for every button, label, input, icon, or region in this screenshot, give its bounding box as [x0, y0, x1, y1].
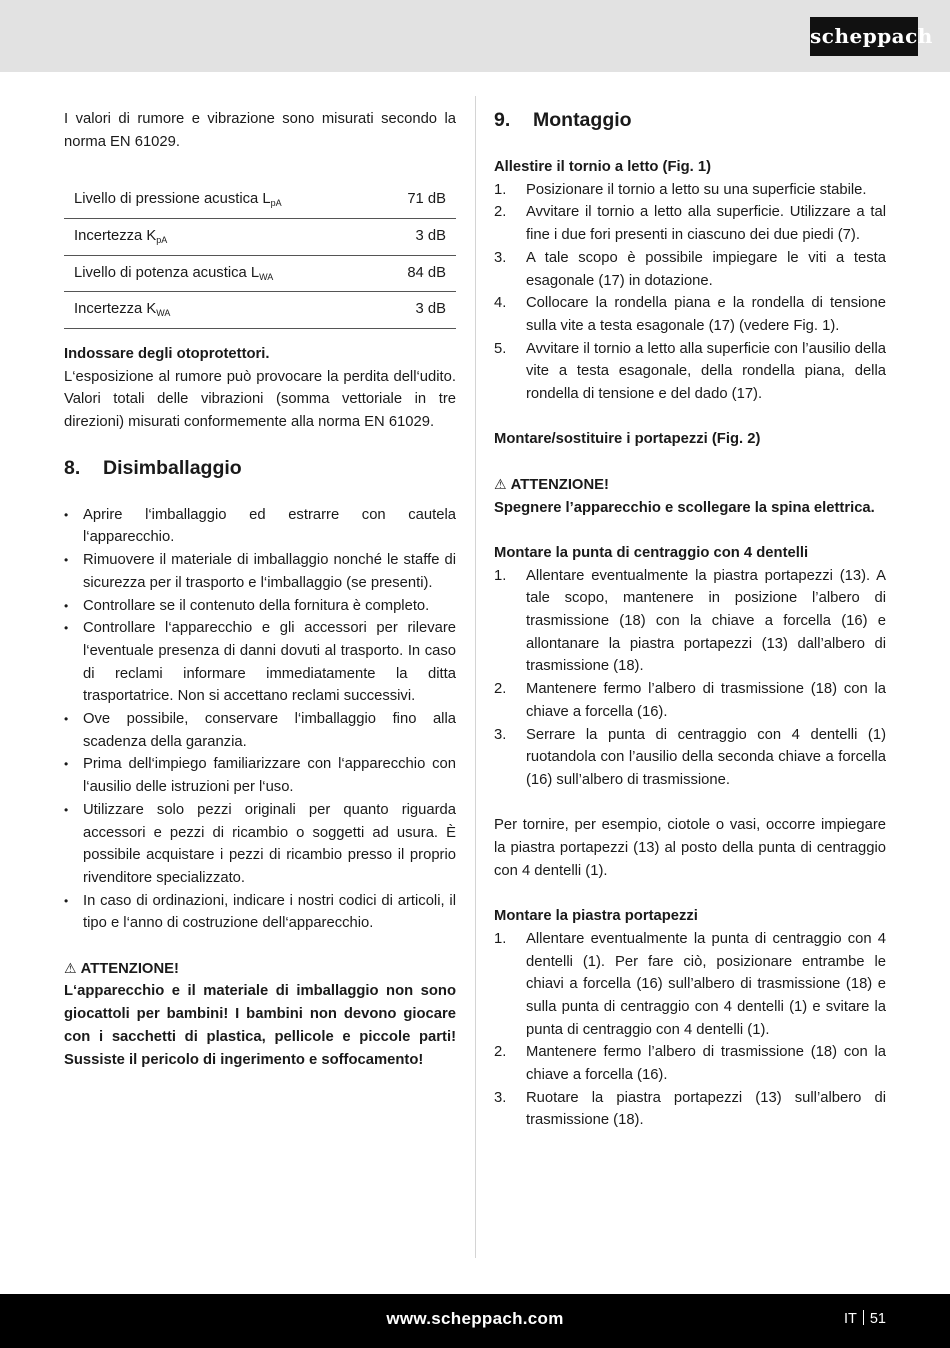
center-point-title: Montare la punta di centraggio con 4 dentelli: [494, 544, 809, 561]
step-text: Allentare eventualmente la punta di centraggio con 4 dentelli (1). Per fare ciò, posizionare entrambe le chiavi a forcella (16) sull’albero di trasmissione (18) e sulla punta di centraggio con 4 dentelli (1) e svitare la punta di centraggio con 4 dentelli (1).: [526, 930, 886, 1038]
mount-title: Montare/sostituire i portapezzi (Fig. 2): [494, 431, 761, 448]
noise-table: [64, 182, 456, 329]
ear-protection-note: Indossare degli otoprotettori.: [64, 345, 270, 362]
step-number: 2.: [494, 204, 507, 221]
step-text: Collocare la rondella piana e la rondella di tensione sulla vite a testa esagonale (17) (vedere Fig. 1).: [526, 295, 886, 334]
step-item: [494, 201, 886, 246]
step-item: [494, 1087, 886, 1132]
page-indicator: [844, 1310, 886, 1327]
list-item: • Utilizzare solo pezzi originali per quanto riguarda accessori e pezzi di ricambio o soggetti ad usura. È possibile acquistare i pezzi di ricambio presso il proprio rivenditore specializzato.: [64, 799, 456, 890]
section-8-heading: [64, 456, 456, 480]
noise-value: 3 dB: [376, 292, 456, 329]
footer-bar: [0, 1294, 950, 1348]
step-item: [494, 292, 886, 337]
step-text: Mantenere fermo l’albero di trasmissione (18) con la chiave a forcella (16).: [526, 1044, 886, 1084]
header-bar: [0, 0, 950, 72]
noise-row: [64, 292, 456, 329]
step-number: 1.: [494, 567, 507, 584]
list-item: • Prima dell‘impiego familiarizzare con l‘apparecchio con l‘ausilio delle istruzioni per l‘uso.: [64, 753, 456, 798]
faceplate-steps: [494, 928, 886, 1132]
noise-label-subscript: pA: [270, 198, 282, 209]
list-item: • Aprire l‘imballaggio ed estrarre con cautela l‘apparecchio.: [64, 504, 456, 549]
step-number: 2.: [494, 1044, 507, 1061]
exposure-text: L‘esposizione al rumore può provocare la perdita dell‘udito. Valori totali delle vibrazioni (somma vettoriale in tre direzioni) misurati conformemente alla norma EN 61029.: [64, 368, 456, 431]
noise-row: [64, 218, 456, 255]
warning-text: L‘apparecchio e il materiale di imballaggio non sono giocattoli per bambini! I bambini non devono giocare con i sacchetti di plastica, pellicole e piccole parti! Sussiste il pericolo di ingerimento e soffocamento!: [64, 983, 456, 1068]
noise-label: Livello di potenza acustica $L_{WA}$: [64, 255, 376, 292]
warning-heading: [494, 474, 886, 497]
noise-label: Incertezza $K_{WA}$: [64, 292, 376, 329]
step-text: Ruotare la piastra portapezzi (13) sull’albero di trasmissione (18).: [526, 1089, 886, 1129]
center-point-steps: [494, 565, 886, 792]
step-item: [494, 1041, 886, 1086]
list-item: • Rimuovere il materiale di imballaggio nonché le staffe di sicurezza per il trasporto e l‘imballaggio (se presenti).: [64, 549, 456, 594]
setup-title: Allestire il tornio a letto (Fig. 1): [494, 159, 712, 175]
noise-value: 3 dB: [376, 218, 456, 255]
step-text: Avvitare il tornio a letto alla superficie. Utilizzare a tal fine i due fori presenti in ciascuno dei due piedi (7).: [526, 204, 886, 244]
warning-heading: [64, 958, 456, 981]
step-text: Posizionare il tornio a letto su una superficie stabile.: [526, 181, 867, 198]
noise-row: [64, 182, 456, 218]
step-text: Mantenere fermo l’albero di trasmissione (18) con la chiave a forcella (16).: [526, 681, 886, 720]
step-number: 2.: [494, 681, 507, 698]
step-number: 5.: [494, 340, 507, 357]
list-item: • Controllare se il contenuto della fornitura è completo.: [64, 595, 456, 618]
warning-triangle-icon: ⚠: [494, 476, 507, 493]
noise-label: Livello di pressione acustica $L_{pA}$: [64, 182, 376, 218]
language-code: IT: [843, 1311, 857, 1327]
step-number: 1.: [494, 930, 507, 947]
step-item: [494, 724, 886, 792]
step-item: [494, 179, 886, 202]
website-link[interactable]: www.scheppach.com: [386, 1309, 564, 1328]
step-text: Serrare la punta di centraggio con 4 dentelli (1) ruotandola con l’ausilio della seconda chiave a forcella (16) sull’albero di trasmissione.: [526, 726, 886, 788]
step-number: 3.: [494, 1089, 507, 1106]
step-text: A tale scopo è possibile impiegare le viti a testa esagonale (17) in dotazione.: [526, 249, 886, 289]
warning-triangle-icon: ⚠: [64, 960, 77, 977]
intro-text: I valori di rumore e vibrazione sono misurati secondo la norma EN 61029.: [64, 111, 456, 150]
noise-label-subscript: pA: [156, 234, 168, 245]
step-number: 3.: [494, 249, 507, 266]
setup-steps: [494, 179, 886, 406]
step-number: 3.: [494, 726, 507, 743]
right-column: [494, 108, 886, 1132]
step-text: Avvitare il tornio a letto alla superficie con l’ausilio della vite a testa esagonale, della rondella piana, della rondella di tensione e del dado (17).: [526, 340, 886, 403]
section-number: 9.: [494, 109, 511, 131]
noise-label-subscript: WA: [156, 308, 171, 319]
warning-title: ATTENZIONE!: [80, 960, 179, 977]
list-item: • Controllare l‘apparecchio e gli accessori per rilevare l‘eventuale presenza di danni dovuti al trasporto. In caso di reclami informare immediatamente la ditta trasportatrice. Non si accettano reclami successivi.: [64, 617, 456, 708]
noise-row: [64, 255, 456, 292]
step-number: 1.: [494, 181, 507, 198]
column-divider: [475, 96, 476, 1258]
noise-value: 71 dB: [376, 182, 456, 218]
step-item: [494, 247, 886, 292]
page-number: 51: [869, 1311, 886, 1327]
section-number: 8.: [64, 456, 81, 479]
faceplate-title: Montare la piastra portapezzi: [494, 908, 698, 925]
section-9-heading: [494, 108, 886, 132]
noise-label: Incertezza $K_{pA}$: [64, 218, 376, 255]
step-item: [494, 565, 886, 679]
noise-label-subscript: WA: [259, 271, 274, 282]
scheppach-logo: scheppach: [810, 17, 918, 56]
section-title: Montaggio: [533, 109, 632, 131]
step-text: Allentare eventualmente la piastra portapezzi (13). A tale scopo, mantenere in posizione l’albero di trasmissione (18) con la chiave a forcella (16) e allontanare la piastra portapezzi (13) dall’albero di trasmissione (18).: [526, 567, 886, 675]
list-item: • In caso di ordinazioni, indicare i nostri codici di articoli, il tipo e l‘anno di costruzione dell‘apparecchio.: [64, 890, 456, 935]
turning-text: Per tornire, per esempio, ciotole o vasi, occorre impiegare la piastra portapezzi (13) al posto della punta di centraggio con 4 dentelli (1).: [494, 817, 886, 879]
unpacking-list: [64, 504, 456, 935]
step-item: [494, 678, 886, 723]
step-number: 4.: [494, 295, 507, 312]
left-column: [64, 108, 456, 1071]
section-title: Disimballaggio: [103, 456, 242, 479]
warning-title: ATTENZIONE!: [510, 476, 609, 493]
list-item: • Ove possibile, conservare l‘imballaggio fino alla scadenza della garanzia.: [64, 708, 456, 753]
warning-text: Spegnere l’apparecchio e scollegare la spina elettrica.: [494, 499, 875, 516]
noise-value: 84 dB: [376, 255, 456, 292]
step-item: [494, 338, 886, 406]
step-item: [494, 928, 886, 1042]
